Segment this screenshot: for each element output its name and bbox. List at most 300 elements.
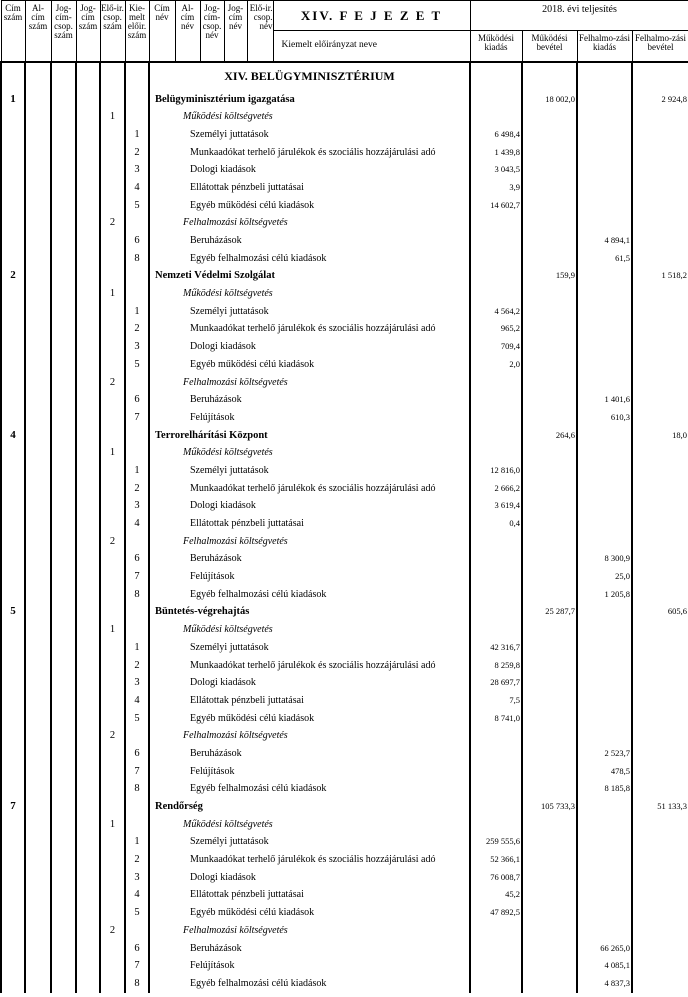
cim-number <box>1 550 25 568</box>
felhalmozasi-bevetel <box>632 480 688 498</box>
table-row <box>1 462 688 480</box>
felhalmozasi-bevetel <box>632 197 688 215</box>
kiemelt-number: 1 <box>125 126 149 144</box>
kiemelt-number: 5 <box>125 904 149 922</box>
alcim-number <box>25 427 51 445</box>
alcim-number <box>25 409 51 427</box>
mukodesi-bevetel <box>522 197 577 215</box>
mukodesi-bevetel <box>522 338 577 356</box>
cim-number <box>1 108 25 126</box>
jogcim-number <box>76 480 100 498</box>
jogcimcsop-number <box>51 568 76 586</box>
kiemelt-number <box>125 267 149 285</box>
felhalmozasi-kiadas: 8 185,8 <box>577 780 632 798</box>
alcim-number <box>25 338 51 356</box>
item-name: Felújítások <box>149 957 470 975</box>
item-name: Munkaadókat terhelő járulékok és szociális hozzájárulási adó <box>149 657 470 675</box>
item-name: Felújítások <box>149 409 470 427</box>
item-name: Működési költségvetés <box>149 621 470 639</box>
felhalmozasi-kiadas <box>577 91 632 109</box>
alcim-number <box>25 267 51 285</box>
jogcimcsop-number <box>51 940 76 958</box>
alcim-number <box>25 869 51 887</box>
jogcim-number <box>76 816 100 834</box>
kiemelt-number: 8 <box>125 250 149 268</box>
jogcimcsop-number <box>51 692 76 710</box>
cim-number <box>1 922 25 940</box>
jogcim-number <box>76 126 100 144</box>
table-row <box>1 267 688 285</box>
table-row <box>1 497 688 515</box>
felhalmozasi-kiadas <box>577 320 632 338</box>
kiemelt-number: 3 <box>125 338 149 356</box>
felhalmozasi-kiadas <box>577 657 632 675</box>
felhalmozasi-kiadas <box>577 533 632 551</box>
kiemelt-number: 1 <box>125 303 149 321</box>
jogcim-number <box>76 232 100 250</box>
felhalmozasi-kiadas <box>577 285 632 303</box>
jogcimcsop-number <box>51 108 76 126</box>
jogcim-number <box>76 657 100 675</box>
eloircsop-number <box>100 161 125 179</box>
mukodesi-kiadas <box>470 586 522 604</box>
mukodesi-kiadas <box>470 763 522 781</box>
mukodesi-kiadas <box>470 975 522 993</box>
mukodesi-bevetel: 25 287,7 <box>522 603 577 621</box>
kiemelt-number: 1 <box>125 639 149 657</box>
alcim-number <box>25 197 51 215</box>
mukodesi-bevetel <box>522 303 577 321</box>
eloircsop-number <box>100 886 125 904</box>
title-row <box>1 62 688 91</box>
mukodesi-kiadas <box>470 374 522 392</box>
felhalmozasi-bevetel <box>632 214 688 232</box>
item-name: Belügyminisztérium igazgatása <box>149 91 470 109</box>
mukodesi-bevetel: 264,6 <box>522 427 577 445</box>
cim-number <box>1 710 25 728</box>
kiemelt-number: 7 <box>125 568 149 586</box>
table-header <box>1 1 688 62</box>
alcim-number <box>25 356 51 374</box>
felhalmozasi-bevetel <box>632 108 688 126</box>
jogcimcsop-number <box>51 250 76 268</box>
jogcimcsop-number <box>51 727 76 745</box>
item-name: Dologi kiadások <box>149 338 470 356</box>
felhalmozasi-bevetel <box>632 940 688 958</box>
eloircsop-number <box>100 780 125 798</box>
cim-number: 7 <box>1 798 25 816</box>
item-name: Terrorelhárítási Központ <box>149 427 470 445</box>
alcim-number <box>25 603 51 621</box>
mukodesi-bevetel <box>522 639 577 657</box>
table-row <box>1 727 688 745</box>
col-cim-szam: Cím szám <box>1 1 25 62</box>
item-name: Működési költségvetés <box>149 816 470 834</box>
table-row <box>1 91 688 109</box>
item-name: Beruházások <box>149 940 470 958</box>
table-row <box>1 161 688 179</box>
jogcim-number <box>76 745 100 763</box>
kiemelt-number: 2 <box>125 657 149 675</box>
alcim-number <box>25 798 51 816</box>
cim-number <box>1 179 25 197</box>
kiemelt-number: 4 <box>125 692 149 710</box>
felhalmozasi-bevetel <box>632 338 688 356</box>
felhalmozasi-bevetel <box>632 179 688 197</box>
mukodesi-bevetel <box>522 568 577 586</box>
kiemelt-number <box>125 108 149 126</box>
felhalmozasi-bevetel <box>632 869 688 887</box>
eloircsop-number: 2 <box>100 922 125 940</box>
felhalmozasi-kiadas <box>577 886 632 904</box>
eloircsop-number <box>100 586 125 604</box>
jogcimcsop-number <box>51 179 76 197</box>
table-row <box>1 320 688 338</box>
jogcimcsop-number <box>51 391 76 409</box>
felhalmozasi-bevetel <box>632 462 688 480</box>
kiemelt-number: 5 <box>125 197 149 215</box>
felhalmozasi-bevetel <box>632 409 688 427</box>
felhalmozasi-kiadas <box>577 144 632 162</box>
jogcim-number <box>76 161 100 179</box>
item-name: Ellátottak pénzbeli juttatásai <box>149 179 470 197</box>
mukodesi-kiadas: 52 366,1 <box>470 851 522 869</box>
alcim-number <box>25 232 51 250</box>
mukodesi-kiadas <box>470 427 522 445</box>
jogcimcsop-number <box>51 126 76 144</box>
eloircsop-number <box>100 692 125 710</box>
alcim-number <box>25 126 51 144</box>
kiemelt-number <box>125 444 149 462</box>
mukodesi-kiadas <box>470 267 522 285</box>
alcim-number <box>25 975 51 993</box>
eloircsop-number <box>100 391 125 409</box>
eloircsop-number <box>100 232 125 250</box>
kiemelt-number <box>125 603 149 621</box>
mukodesi-kiadas: 2 666,2 <box>470 480 522 498</box>
mukodesi-kiadas: 6 498,4 <box>470 126 522 144</box>
jogcim-number <box>76 798 100 816</box>
mukodesi-bevetel <box>522 674 577 692</box>
table-row <box>1 886 688 904</box>
col-cim-nev: Cím név <box>149 1 175 62</box>
item-name: Dologi kiadások <box>149 497 470 515</box>
table-row <box>1 179 688 197</box>
item-name: Felhalmozási költségvetés <box>149 214 470 232</box>
cim-number <box>1 197 25 215</box>
kiemelt-number: 7 <box>125 957 149 975</box>
table-row <box>1 108 688 126</box>
mukodesi-kiadas: 709,4 <box>470 338 522 356</box>
item-name: Ellátottak pénzbeli juttatásai <box>149 515 470 533</box>
felhalmozasi-bevetel: 18,0 <box>632 427 688 445</box>
felhalmozasi-kiadas <box>577 869 632 887</box>
jogcim-number <box>76 409 100 427</box>
jogcim-number <box>76 922 100 940</box>
jogcim-number <box>76 515 100 533</box>
mukodesi-kiadas <box>470 727 522 745</box>
mukodesi-kiadas <box>470 816 522 834</box>
jogcim-number <box>76 904 100 922</box>
alcim-number <box>25 497 51 515</box>
kiemelt-number: 5 <box>125 356 149 374</box>
col-kiemelt-szam: Kie-melt előir. szám <box>125 1 149 62</box>
col-felhalmozasi-bevetel: Felhalmo-zási bevétel <box>632 31 688 62</box>
item-name: Egyéb működési célú kiadások <box>149 356 470 374</box>
mukodesi-bevetel: 105 733,3 <box>522 798 577 816</box>
jogcimcsop-number <box>51 886 76 904</box>
eloircsop-number <box>100 320 125 338</box>
cim-number <box>1 497 25 515</box>
kiemelt-number: 5 <box>125 710 149 728</box>
felhalmozasi-bevetel <box>632 586 688 604</box>
kiemelt-number: 1 <box>125 462 149 480</box>
alcim-number <box>25 745 51 763</box>
cim-number <box>1 657 25 675</box>
cim-number <box>1 586 25 604</box>
jogcim-number <box>76 391 100 409</box>
felhalmozasi-kiadas <box>577 356 632 374</box>
jogcim-number <box>76 444 100 462</box>
alcim-number <box>25 444 51 462</box>
jogcimcsop-number <box>51 515 76 533</box>
cim-number: 1 <box>1 91 25 109</box>
jogcimcsop-number <box>51 904 76 922</box>
kiemelt-number <box>125 727 149 745</box>
cim-number <box>1 869 25 887</box>
cim-number <box>1 338 25 356</box>
cim-number: 4 <box>1 427 25 445</box>
felhalmozasi-kiadas <box>577 462 632 480</box>
mukodesi-bevetel <box>522 745 577 763</box>
jogcim-number <box>76 727 100 745</box>
kiemelt-number: 6 <box>125 391 149 409</box>
eloircsop-number <box>100 674 125 692</box>
felhalmozasi-kiadas <box>577 480 632 498</box>
felhalmozasi-bevetel <box>632 126 688 144</box>
item-name: Büntetés-végrehajtás <box>149 603 470 621</box>
felhalmozasi-bevetel <box>632 657 688 675</box>
table-row <box>1 639 688 657</box>
table-row <box>1 922 688 940</box>
mukodesi-kiadas: 4 564,2 <box>470 303 522 321</box>
alcim-number <box>25 851 51 869</box>
jogcim-number <box>76 144 100 162</box>
kiemelt-number <box>125 91 149 109</box>
felhalmozasi-bevetel <box>632 232 688 250</box>
item-name: Beruházások <box>149 391 470 409</box>
item-name: Működési költségvetés <box>149 285 470 303</box>
mukodesi-kiadas: 47 892,5 <box>470 904 522 922</box>
felhalmozasi-bevetel <box>632 904 688 922</box>
kiemelt-number <box>125 285 149 303</box>
item-name: Egyéb felhalmozási célú kiadások <box>149 780 470 798</box>
cim-number <box>1 356 25 374</box>
felhalmozasi-bevetel <box>632 250 688 268</box>
felhalmozasi-kiadas <box>577 727 632 745</box>
jogcimcsop-number <box>51 409 76 427</box>
cim-number <box>1 621 25 639</box>
item-name: Beruházások <box>149 745 470 763</box>
cim-number <box>1 444 25 462</box>
kiemelt-number: 2 <box>125 851 149 869</box>
jogcim-number <box>76 621 100 639</box>
alcim-number <box>25 303 51 321</box>
table-row <box>1 338 688 356</box>
alcim-number <box>25 922 51 940</box>
alcim-number <box>25 533 51 551</box>
col-jogcim-nev: Jog-cím név <box>224 1 247 62</box>
alcim-number <box>25 285 51 303</box>
jogcim-number <box>76 674 100 692</box>
item-name: Munkaadókat terhelő járulékok és szociális hozzájárulási adó <box>149 851 470 869</box>
item-name: Egyéb felhalmozási célú kiadások <box>149 975 470 993</box>
felhalmozasi-kiadas <box>577 851 632 869</box>
cim-number <box>1 727 25 745</box>
mukodesi-kiadas <box>470 533 522 551</box>
alcim-number <box>25 374 51 392</box>
item-name: Személyi juttatások <box>149 639 470 657</box>
col-eloircsop-nev: Elő-ir. csop. név <box>247 1 273 62</box>
table-row <box>1 780 688 798</box>
felhalmozasi-bevetel <box>632 957 688 975</box>
felhalmozasi-bevetel <box>632 816 688 834</box>
cim-number <box>1 232 25 250</box>
mukodesi-bevetel <box>522 374 577 392</box>
jogcimcsop-number <box>51 745 76 763</box>
mukodesi-kiadas <box>470 603 522 621</box>
eloircsop-number: 1 <box>100 108 125 126</box>
eloircsop-number: 1 <box>100 444 125 462</box>
felhalmozasi-bevetel <box>632 745 688 763</box>
jogcim-number <box>76 197 100 215</box>
mukodesi-kiadas <box>470 621 522 639</box>
table-row <box>1 409 688 427</box>
felhalmozasi-kiadas <box>577 816 632 834</box>
eloircsop-number <box>100 957 125 975</box>
table-row <box>1 126 688 144</box>
cim-number <box>1 851 25 869</box>
mukodesi-kiadas: 3 043,5 <box>470 161 522 179</box>
eloircsop-number <box>100 427 125 445</box>
mukodesi-bevetel <box>522 657 577 675</box>
jogcimcsop-number <box>51 550 76 568</box>
kiemelt-number <box>125 374 149 392</box>
cim-number <box>1 833 25 851</box>
eloircsop-number: 1 <box>100 816 125 834</box>
table-row <box>1 550 688 568</box>
felhalmozasi-kiadas <box>577 904 632 922</box>
col-mukodesi-kiadas: Működési kiadás <box>470 31 522 62</box>
mukodesi-kiadas <box>470 232 522 250</box>
item-name: Felhalmozási költségvetés <box>149 727 470 745</box>
item-name: Nemzeti Védelmi Szolgálat <box>149 267 470 285</box>
kiemelt-number: 6 <box>125 745 149 763</box>
felhalmozasi-kiadas <box>577 603 632 621</box>
jogcim-number <box>76 427 100 445</box>
felhalmozasi-bevetel <box>632 568 688 586</box>
alcim-number <box>25 462 51 480</box>
eloircsop-number <box>100 851 125 869</box>
mukodesi-kiadas <box>470 391 522 409</box>
mukodesi-kiadas: 0,4 <box>470 515 522 533</box>
mukodesi-bevetel <box>522 816 577 834</box>
jogcim-number <box>76 975 100 993</box>
cim-number <box>1 515 25 533</box>
kiemelt-number: 8 <box>125 780 149 798</box>
mukodesi-kiadas: 3 619,4 <box>470 497 522 515</box>
table-row <box>1 586 688 604</box>
alcim-number <box>25 674 51 692</box>
felhalmozasi-kiadas: 25,0 <box>577 568 632 586</box>
table-row <box>1 904 688 922</box>
item-name: Felújítások <box>149 763 470 781</box>
eloircsop-number <box>100 303 125 321</box>
cim-number <box>1 214 25 232</box>
item-name: Egyéb működési célú kiadások <box>149 904 470 922</box>
table-row <box>1 533 688 551</box>
felhalmozasi-kiadas: 478,5 <box>577 763 632 781</box>
mukodesi-bevetel <box>522 497 577 515</box>
jogcim-number <box>76 957 100 975</box>
table-row <box>1 374 688 392</box>
cim-number <box>1 126 25 144</box>
felhalmozasi-kiadas <box>577 621 632 639</box>
felhalmozasi-bevetel <box>632 639 688 657</box>
jogcim-number <box>76 179 100 197</box>
felhalmozasi-kiadas <box>577 515 632 533</box>
mukodesi-bevetel <box>522 409 577 427</box>
mukodesi-kiadas: 8 741,0 <box>470 710 522 728</box>
col-alcim-szam: Al-cím szám <box>25 1 51 62</box>
kiemelt-number: 7 <box>125 763 149 781</box>
jogcimcsop-number <box>51 444 76 462</box>
cim-number <box>1 816 25 834</box>
felhalmozasi-kiadas: 4 837,3 <box>577 975 632 993</box>
jogcimcsop-number <box>51 497 76 515</box>
alcim-number <box>25 161 51 179</box>
item-name: Dologi kiadások <box>149 161 470 179</box>
jogcimcsop-number <box>51 674 76 692</box>
jogcim-number <box>76 108 100 126</box>
cim-number <box>1 480 25 498</box>
table-row <box>1 144 688 162</box>
jogcimcsop-number <box>51 816 76 834</box>
cim-number <box>1 886 25 904</box>
mukodesi-kiadas: 3,9 <box>470 179 522 197</box>
col-felhalmozasi-kiadas: Felhalmo-zási kiadás <box>577 31 632 62</box>
mukodesi-kiadas: 28 697,7 <box>470 674 522 692</box>
felhalmozasi-bevetel: 605,6 <box>632 603 688 621</box>
felhalmozasi-kiadas <box>577 922 632 940</box>
eloircsop-number <box>100 763 125 781</box>
item-name: Beruházások <box>149 550 470 568</box>
jogcim-number <box>76 462 100 480</box>
alcim-number <box>25 957 51 975</box>
item-name: Munkaadókat terhelő járulékok és szociális hozzájárulási adó <box>149 480 470 498</box>
felhalmozasi-kiadas <box>577 214 632 232</box>
item-name: Ellátottak pénzbeli juttatásai <box>149 692 470 710</box>
table-row <box>1 444 688 462</box>
eloircsop-number <box>100 267 125 285</box>
table-row <box>1 851 688 869</box>
jogcimcsop-number <box>51 161 76 179</box>
mukodesi-bevetel <box>522 957 577 975</box>
table-row <box>1 391 688 409</box>
felhalmozasi-bevetel <box>632 621 688 639</box>
alcim-number <box>25 320 51 338</box>
item-name: Felújítások <box>149 568 470 586</box>
